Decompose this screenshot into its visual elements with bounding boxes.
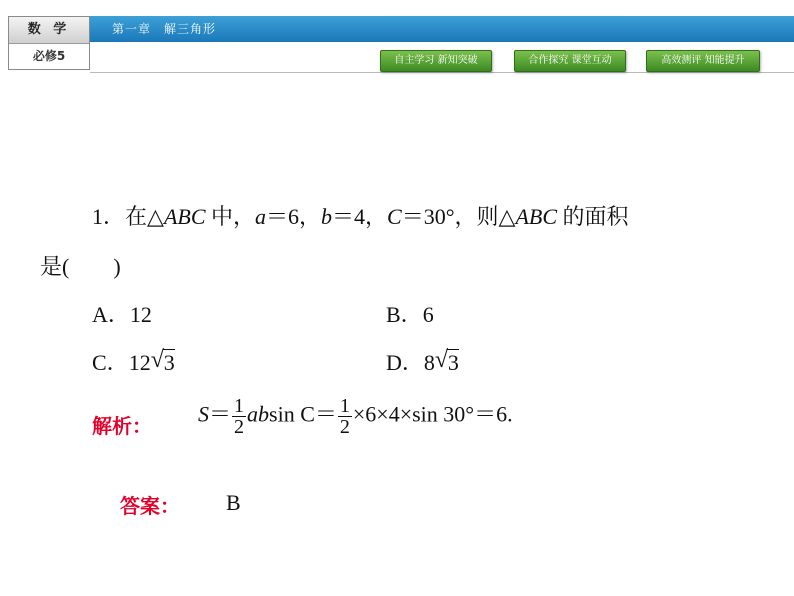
header-divider xyxy=(90,72,794,73)
nav-button-self-study[interactable]: 自主学习 新知突破 xyxy=(380,50,492,72)
fraction-denominator: 2 xyxy=(339,416,350,438)
option-c-coefficient: 12 xyxy=(128,350,151,375)
option-c-label: C． xyxy=(92,350,129,375)
option-b-value: 6 xyxy=(422,302,434,327)
triangle-name: ABC xyxy=(163,204,206,229)
option-b-label: B． xyxy=(386,302,423,327)
book-label: 必修5 xyxy=(32,49,66,63)
fraction-numerator: 1 xyxy=(234,395,245,417)
fraction-one-half xyxy=(338,396,352,437)
question-text: ＝6， xyxy=(266,204,322,229)
option-d-label: D． xyxy=(386,350,424,375)
answer-value: B xyxy=(226,490,241,515)
question-number: 1． xyxy=(92,204,126,229)
option-c xyxy=(92,346,175,377)
question-text: 中， xyxy=(205,204,256,229)
option-a-value: 12 xyxy=(129,302,152,327)
question-line-1 xyxy=(92,200,629,231)
option-d-radicand: 3 xyxy=(447,350,459,375)
chapter-title: 第一章 解三角形 xyxy=(112,22,217,36)
option-a-label: A． xyxy=(92,302,130,327)
var-c: C xyxy=(387,204,402,229)
var-a: a xyxy=(255,204,267,229)
solution-formula xyxy=(198,396,513,437)
fraction-one-half xyxy=(232,396,246,437)
question-text: ＝30°，则△ xyxy=(401,204,516,229)
fraction-denominator: 2 xyxy=(234,416,245,438)
var-ab: ab xyxy=(247,401,270,427)
nav-button-assessment[interactable]: 高效测评 知能提升 xyxy=(646,50,760,72)
var-b: b xyxy=(321,204,333,229)
sqrt-symbol: √ 3 xyxy=(434,347,459,375)
option-d xyxy=(386,346,459,377)
solution-label: 解析： xyxy=(92,414,152,438)
answer-label: 答案： xyxy=(120,494,180,518)
question-line-2: 是( ) xyxy=(40,254,121,279)
question-text: 的面积 xyxy=(557,204,629,229)
var-s: S xyxy=(198,401,209,427)
option-d-coefficient: 8 xyxy=(423,350,435,375)
equals-sign: ＝ xyxy=(314,401,337,427)
equals-sign: ＝ xyxy=(209,401,232,427)
solution-rest: ×6×4×sin 30°＝6. xyxy=(352,401,513,427)
option-a xyxy=(92,298,152,329)
question-text: ＝4， xyxy=(332,204,388,229)
subject-label: 数 学 xyxy=(9,17,89,44)
fraction-numerator: 1 xyxy=(339,395,350,417)
triangle-name: ABC xyxy=(515,204,558,229)
option-c-radicand: 3 xyxy=(163,350,175,375)
nav-button-cooperative-inquiry[interactable]: 合作探究 课堂互动 xyxy=(514,50,626,72)
sqrt-symbol: √ 3 xyxy=(150,347,175,375)
question-text: 在△ xyxy=(125,204,164,229)
sin-c: sin C xyxy=(269,401,315,427)
option-b xyxy=(386,298,434,329)
subject-box xyxy=(8,16,90,70)
